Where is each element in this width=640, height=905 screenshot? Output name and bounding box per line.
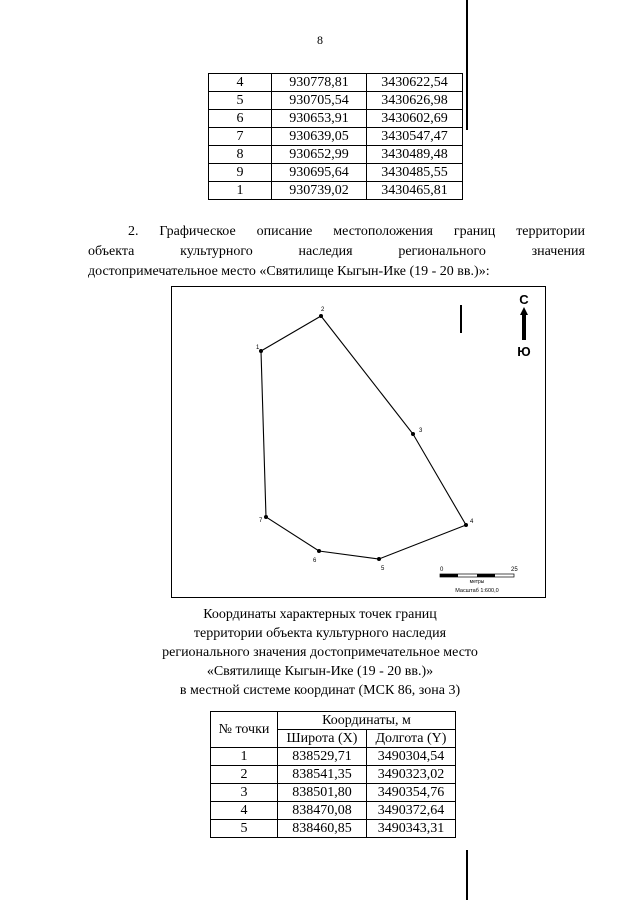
vertex-label: 1 <box>256 345 260 351</box>
table-row <box>209 182 463 200</box>
boundary-map <box>171 286 546 598</box>
caption-line: Координаты характерных точек границ <box>203 607 437 622</box>
vertex-label: 6 <box>313 558 317 564</box>
paragraph-line-1 <box>88 222 585 242</box>
x-coordinate-cell: 930778,81 <box>272 74 367 92</box>
paragraph-word: наследия <box>298 244 353 259</box>
boundary-vertex <box>411 432 415 436</box>
table-row <box>209 164 463 182</box>
vertex-label: 5 <box>381 566 385 572</box>
paragraph-line-2 <box>88 242 585 262</box>
paragraph-word: местоположения <box>333 224 433 239</box>
point-number-cell: 5 <box>211 820 278 838</box>
paragraph-word: описание <box>256 224 313 239</box>
y-coordinate-cell: 3430602,69 <box>367 110 463 128</box>
scale-bar <box>440 567 518 594</box>
scale-unit-label: метры <box>469 579 485 585</box>
vertex-label: 7 <box>259 518 263 524</box>
paragraph-word: культурного <box>180 244 253 259</box>
vertex-label: 2 <box>321 307 325 313</box>
section-paragraph <box>88 222 585 282</box>
table-row <box>209 146 463 164</box>
header-latitude: Широта (X) <box>278 730 367 748</box>
point-number-cell: 6 <box>209 110 272 128</box>
x-coordinate-cell: 838470,08 <box>278 802 367 820</box>
y-coordinate-cell: 3490343,31 <box>366 820 455 838</box>
point-number-cell: 4 <box>209 74 272 92</box>
caption-line: территории объекта культурного наследия <box>193 626 447 641</box>
x-coordinate-cell: 930739,02 <box>272 182 367 200</box>
table-row <box>211 784 456 802</box>
map-drawing <box>172 287 545 597</box>
coordinates-table-top <box>208 73 463 200</box>
point-number-cell: 1 <box>209 182 272 200</box>
point-number-cell: 7 <box>209 128 272 146</box>
header-point-number: № точки <box>211 712 278 748</box>
header-coordinates: Координаты, м <box>278 712 456 730</box>
x-coordinate-cell: 930652,99 <box>272 146 367 164</box>
caption-line: «Святилище Кыгын-Ике (19 - 20 вв.)» <box>206 664 434 679</box>
x-coordinate-cell: 930695,64 <box>272 164 367 182</box>
header-longitude: Долгота (Y) <box>366 730 455 748</box>
x-coordinate-cell: 930653,91 <box>272 110 367 128</box>
table-row <box>209 128 463 146</box>
caption-line: в местной системе координат (МСК 86, зона 3) <box>179 683 461 698</box>
y-coordinate-cell: 3490304,54 <box>366 748 455 766</box>
x-coordinate-cell: 930639,05 <box>272 128 367 146</box>
south-letter: Ю <box>517 344 531 359</box>
table-row <box>209 110 463 128</box>
north-letter: С <box>519 292 529 307</box>
y-coordinate-cell: 3490372,64 <box>366 802 455 820</box>
paragraph-word: объекта <box>88 244 135 259</box>
point-number-cell: 5 <box>209 92 272 110</box>
point-number-cell: 4 <box>211 802 278 820</box>
x-coordinate-cell: 930705,54 <box>272 92 367 110</box>
x-coordinate-cell: 838460,85 <box>278 820 367 838</box>
table-row <box>209 74 463 92</box>
scale-bar-segment <box>477 574 495 577</box>
boundary-vertex <box>264 515 268 519</box>
north-arrow <box>517 292 530 359</box>
point-number-cell: 8 <box>209 146 272 164</box>
section-number: 2. <box>128 224 139 239</box>
scale-start-label: 0 <box>440 567 444 573</box>
table-row <box>211 766 456 784</box>
vertex-label: 4 <box>470 519 474 525</box>
coordinates-table-bottom <box>210 711 456 838</box>
table-row <box>211 748 456 766</box>
scale-bar-segment <box>440 574 458 577</box>
y-coordinate-cell: 3430489,48 <box>367 146 463 164</box>
y-coordinate-cell: 3430485,55 <box>367 164 463 182</box>
y-coordinate-cell: 3490323,02 <box>366 766 455 784</box>
boundary-vertex <box>464 523 468 527</box>
paragraph-word: регионального <box>398 244 486 259</box>
scale-end-label: 25 <box>511 567 518 573</box>
y-coordinate-cell: 3430547,47 <box>367 128 463 146</box>
point-number-cell: 9 <box>209 164 272 182</box>
table-row <box>211 820 456 838</box>
north-arrow-shaft <box>522 315 526 340</box>
y-coordinate-cell: 3430626,98 <box>367 92 463 110</box>
boundary-vertex <box>319 314 323 318</box>
table-row <box>209 92 463 110</box>
scale-text: Масштаб 1:600,0 <box>455 588 499 594</box>
x-coordinate-cell: 838501,80 <box>278 784 367 802</box>
boundary-vertex <box>317 549 321 553</box>
point-number-cell: 2 <box>211 766 278 784</box>
scan-edge-mark <box>466 0 468 130</box>
boundary-vertex <box>377 557 381 561</box>
boundary-vertex <box>259 349 263 353</box>
paragraph-word: границ <box>453 224 496 239</box>
paragraph-word: территории <box>516 224 585 239</box>
vertex-label: 3 <box>419 428 423 434</box>
territory-boundary <box>261 316 466 559</box>
north-arrow-head <box>520 307 528 315</box>
page-number: 8 <box>317 33 323 47</box>
point-number-cell: 3 <box>211 784 278 802</box>
caption-line: регионального значения достопримечательное место <box>162 645 478 660</box>
y-coordinate-cell: 3490354,76 <box>366 784 455 802</box>
table-row <box>211 802 456 820</box>
x-coordinate-cell: 838541,35 <box>278 766 367 784</box>
y-coordinate-cell: 3430622,54 <box>367 74 463 92</box>
paragraph-word: значения <box>531 244 585 259</box>
paragraph-word: Графическое <box>159 224 236 239</box>
point-number-cell: 1 <box>211 748 278 766</box>
x-coordinate-cell: 838529,71 <box>278 748 367 766</box>
paragraph-line-3: достопримечательное место «Святилище Кыгын-Ике (19 - 20 вв.)»: <box>88 264 490 279</box>
y-coordinate-cell: 3430465,81 <box>367 182 463 200</box>
scan-edge-mark <box>466 850 468 900</box>
coordinates-caption <box>0 605 640 700</box>
